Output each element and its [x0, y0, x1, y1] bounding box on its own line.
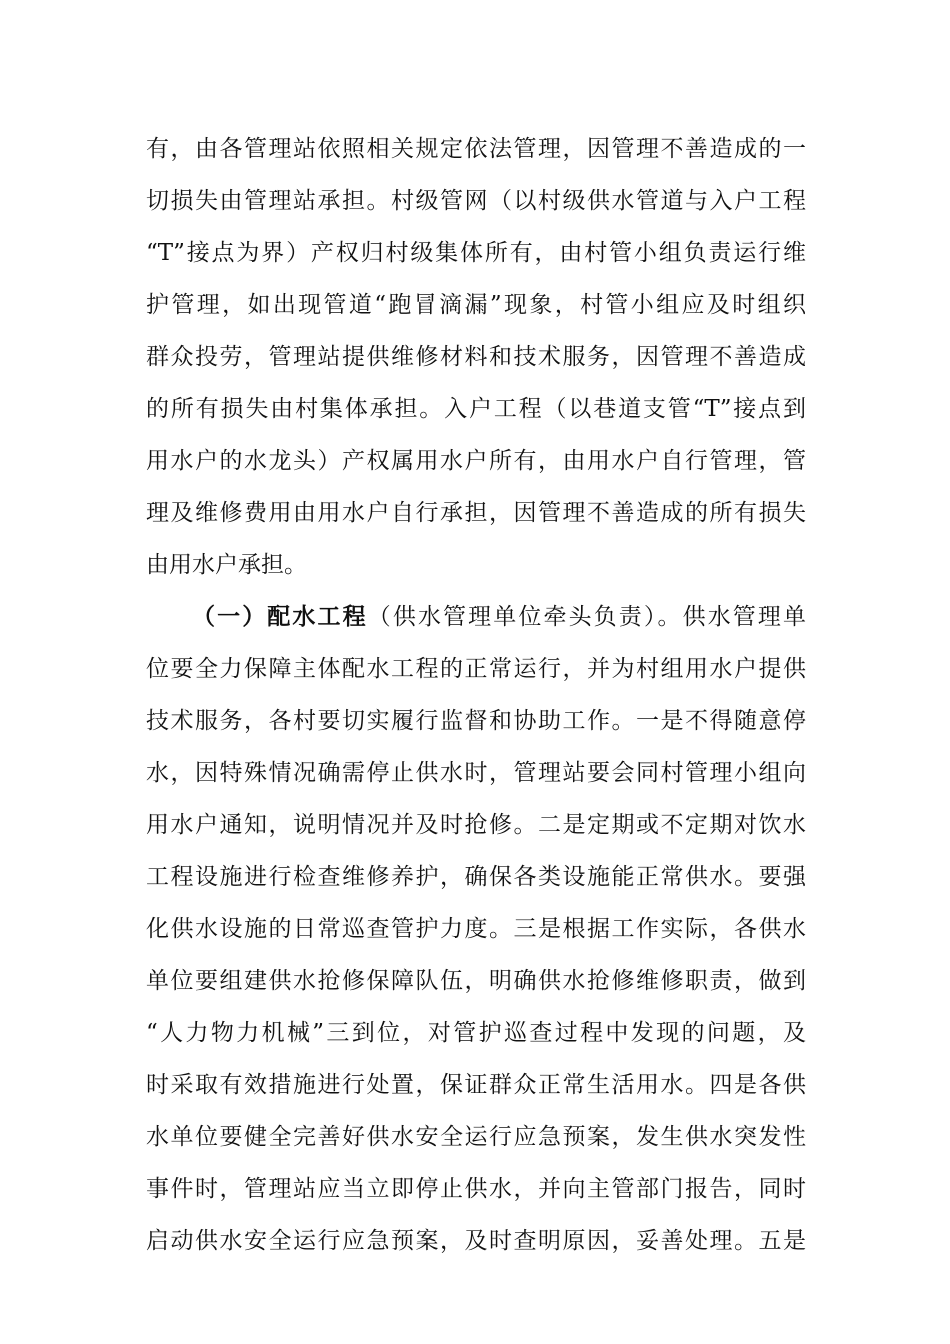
paragraph2-line-5: 用水户通知，说明情况并及时抢修。二是定期或不定期对饮水 — [146, 812, 806, 838]
paragraph2-line-10: 时采取有效措施进行处置，保证群众正常生活用水。四是各供 — [146, 1072, 806, 1098]
paragraph1-line-6: 的所有损失由村集体承担。入户工程（以巷道支管“T”接点到 — [146, 396, 806, 422]
paragraph1-line-5: 群众投劳，管理站提供维修材料和技术服务，因管理不善造成 — [146, 344, 806, 370]
paragraph2-line-6: 工程设施进行检查维修养护，确保各类设施能正常供水。要强 — [146, 864, 806, 890]
paragraph2-line-7: 化供水设施的日常巡查管护力度。三是根据工作实际，各供水 — [146, 916, 806, 942]
paragraph1-line-3: “T”接点为界）产权归村级集体所有，由村管小组负责运行维 — [146, 240, 806, 266]
paragraph2-line-2: 位要全力保障主体配水工程的正常运行，并为村组用水户提供 — [146, 656, 806, 682]
section-heading: （一）配水工程 — [192, 604, 368, 630]
document-body — [146, 123, 806, 1267]
paragraph2-line-9: “人力物力机械”三到位，对管护巡查过程中发现的问题，及 — [146, 1020, 806, 1046]
paragraph1-line-9: 由用水户承担。 — [146, 552, 307, 578]
paragraph1-line-8: 理及维修费用由用水户自行承担，因管理不善造成的所有损失 — [146, 500, 806, 526]
paragraph1-line-4: 护管理，如出现管道“跑冒滴漏”现象，村管小组应及时组织 — [146, 292, 806, 318]
paragraph2-first-line-text: （供水管理单位牵头负责）。供水管理单 — [367, 604, 807, 630]
paragraph1-line-7: 用水户的水龙头）产权属用水户所有，由用水户自行管理，管 — [146, 448, 806, 474]
paragraph1-line-1: 有，由各管理站依照相关规定依法管理，因管理不善造成的一 — [146, 136, 806, 162]
paragraph1-line-2: 切损失由管理站承担。村级管网（以村级供水管道与入户工程 — [146, 188, 806, 214]
paragraph2-first-line — [146, 591, 806, 643]
paragraph2-line-3: 技术服务，各村要切实履行监督和协助工作。一是不得随意停 — [146, 708, 806, 734]
paragraph2-line-4: 水，因特殊情况确需停止供水时，管理站要会同村管理小组向 — [146, 760, 806, 786]
paragraph2-line-12: 事件时，管理站应当立即停止供水，并向主管部门报告，同时 — [146, 1176, 806, 1202]
paragraph2-line-13: 启动供水安全运行应急预案，及时查明原因，妥善处理。五是 — [146, 1228, 806, 1254]
paragraph2-line-11: 水单位要健全完善好供水安全运行应急预案，发生供水突发性 — [146, 1124, 806, 1150]
paragraph2-line-8: 单位要组建供水抢修保障队伍，明确供水抢修维修职责，做到 — [146, 968, 806, 994]
